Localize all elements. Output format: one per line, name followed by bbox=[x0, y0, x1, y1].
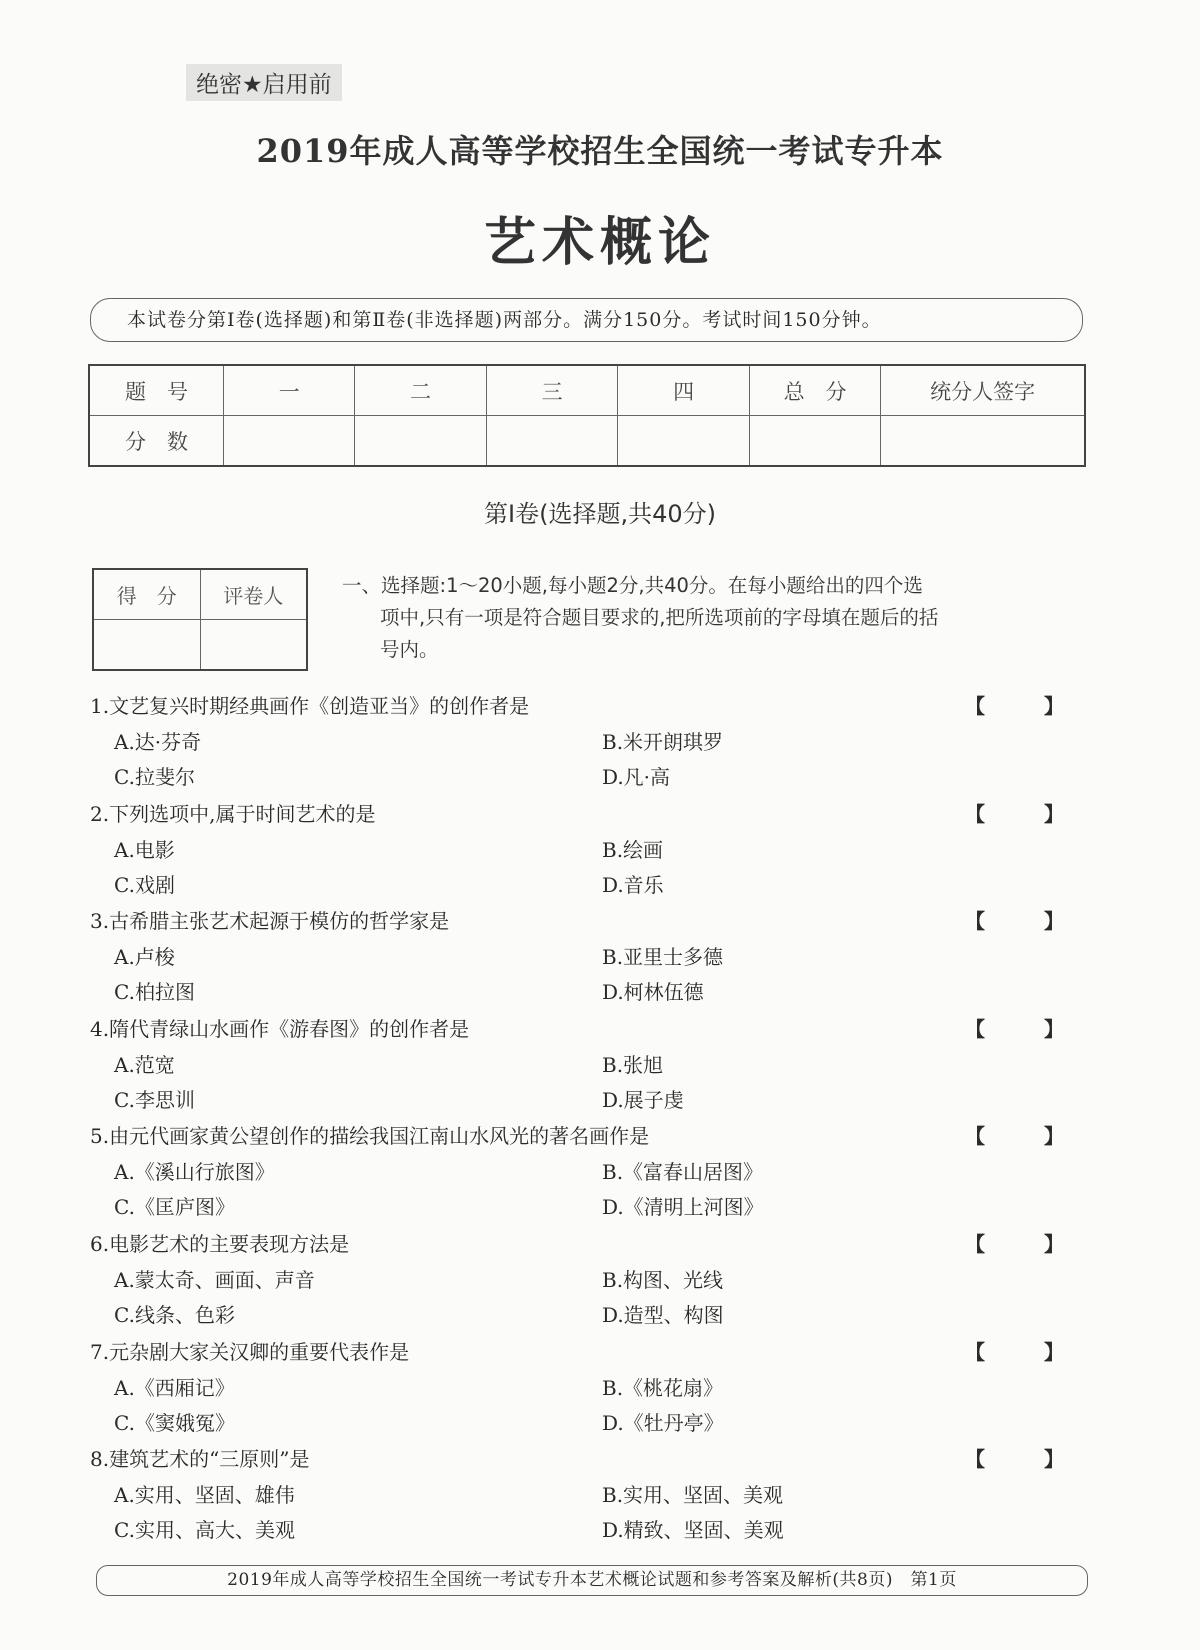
option-b: B.实用、坚固、美观 bbox=[602, 1483, 784, 1508]
option-c: C.李思训 bbox=[114, 1087, 195, 1112]
header-cell: 总 分 bbox=[749, 365, 880, 416]
option-a: A.《溪山行旅图》 bbox=[114, 1160, 275, 1185]
answer-bracket[interactable]: 【 】 bbox=[965, 1016, 1090, 1041]
question-6 bbox=[90, 1227, 1090, 1335]
option-c: C.《匡庐图》 bbox=[114, 1195, 235, 1220]
question-8 bbox=[90, 1442, 1090, 1550]
answer-bracket[interactable]: 【 】 bbox=[965, 909, 1090, 934]
option-d: D.音乐 bbox=[602, 872, 664, 897]
score-label: 得 分 bbox=[93, 569, 200, 620]
option-a: A.范宽 bbox=[114, 1052, 175, 1077]
option-c: C.戏剧 bbox=[114, 872, 175, 897]
option-a: A.卢梭 bbox=[114, 945, 175, 970]
question-5 bbox=[90, 1119, 1090, 1227]
header-cell: 题 号 bbox=[89, 365, 223, 416]
score-cell bbox=[223, 416, 354, 467]
page-footer: 2019年成人高等学校招生全国统一考试专升本艺术概论试题和参考答案及解析(共8页) 第1页 bbox=[96, 1565, 1088, 1596]
question-stem: 2.下列选项中,属于时间艺术的是 bbox=[90, 801, 376, 826]
option-d: D.展子虔 bbox=[602, 1087, 684, 1112]
option-c: C.柏拉图 bbox=[114, 980, 195, 1005]
grader-box bbox=[92, 568, 308, 671]
option-c: C.实用、高大、美观 bbox=[114, 1518, 295, 1543]
option-d: D.精致、坚固、美观 bbox=[602, 1518, 784, 1543]
header-cell: 一 bbox=[223, 365, 354, 416]
question-stem: 6.电影艺术的主要表现方法是 bbox=[90, 1232, 350, 1256]
grader-label: 评卷人 bbox=[200, 569, 307, 620]
question-2 bbox=[90, 797, 1090, 905]
question-stem: 3.古希腊主张艺术起源于模仿的哲学家是 bbox=[90, 909, 450, 934]
option-c: C.线条、色彩 bbox=[114, 1303, 235, 1327]
question-stem: 5.由元代画家黄公望创作的描绘我国江南山水风光的著名画作是 bbox=[90, 1124, 650, 1149]
question-stem: 1.文艺复兴时期经典画作《创造亚当》的创作者是 bbox=[90, 694, 530, 718]
question-7 bbox=[90, 1335, 1090, 1443]
score-cell bbox=[93, 620, 200, 671]
score-cell bbox=[486, 416, 617, 467]
option-d: D.《牡丹亭》 bbox=[602, 1410, 724, 1435]
option-a: A.蒙太奇、画面、声音 bbox=[114, 1268, 315, 1292]
option-b: B.张旭 bbox=[602, 1052, 664, 1077]
instructions bbox=[342, 570, 1087, 666]
score-cell bbox=[749, 416, 880, 467]
score-table-score-row bbox=[89, 416, 1085, 467]
question-3 bbox=[90, 904, 1090, 1012]
option-a: A.电影 bbox=[114, 837, 175, 862]
answer-bracket[interactable]: 【 】 bbox=[965, 1339, 1090, 1364]
option-a: A.实用、坚固、雄伟 bbox=[114, 1483, 295, 1508]
score-cell bbox=[881, 416, 1085, 467]
subject-title: 艺术概论 bbox=[483, 213, 716, 273]
option-c: C.拉斐尔 bbox=[114, 765, 195, 789]
confidential-label: 绝密★启用前 bbox=[186, 64, 342, 101]
option-d: D.《清明上河图》 bbox=[602, 1195, 764, 1220]
question-1 bbox=[90, 689, 1090, 797]
score-table-header-row bbox=[89, 365, 1085, 416]
instruction-line: 号内。 bbox=[380, 638, 439, 661]
header-cell: 统分人签字 bbox=[881, 365, 1085, 416]
answer-bracket[interactable]: 【 】 bbox=[965, 694, 1090, 718]
grader-cell bbox=[200, 620, 307, 671]
option-b: B.《富春山居图》 bbox=[602, 1160, 764, 1185]
question-stem: 7.元杂剧大家关汉卿的重要代表作是 bbox=[90, 1339, 410, 1364]
exam-title: 2019年成人高等学校招生全国统一考试专升本 bbox=[256, 132, 944, 170]
option-d: D.凡·高 bbox=[602, 765, 671, 789]
answer-bracket[interactable]: 【 】 bbox=[965, 1447, 1090, 1472]
option-d: D.造型、构图 bbox=[602, 1303, 724, 1327]
row-label: 分 数 bbox=[89, 416, 223, 467]
score-cell bbox=[618, 416, 749, 467]
option-a: A.达·芬奇 bbox=[114, 730, 202, 754]
option-b: B.《桃花扇》 bbox=[602, 1375, 724, 1400]
header-cell: 四 bbox=[618, 365, 749, 416]
instruction-line: 项中,只有一项是符合题目要求的,把所选项前的字母填在题后的括 bbox=[380, 606, 939, 629]
exam-info: 本试卷分第Ⅰ卷(选择题)和第Ⅱ卷(非选择题)两部分。满分150分。考试时间150分钟。 bbox=[90, 298, 1083, 342]
option-a: A.《西厢记》 bbox=[114, 1375, 235, 1400]
option-b: B.亚里士多德 bbox=[602, 945, 724, 970]
option-b: B.米开朗琪罗 bbox=[602, 730, 724, 754]
section-title: 第Ⅰ卷(选择题,共40分) bbox=[484, 500, 716, 528]
answer-bracket[interactable]: 【 】 bbox=[965, 1124, 1090, 1149]
question-stem: 8.建筑艺术的“三原则”是 bbox=[90, 1447, 310, 1472]
question-stem: 4.隋代青绿山水画作《游春图》的创作者是 bbox=[90, 1016, 470, 1041]
score-table bbox=[88, 364, 1086, 467]
question-4 bbox=[90, 1012, 1090, 1120]
option-d: D.柯林伍德 bbox=[602, 980, 704, 1005]
header-cell: 三 bbox=[486, 365, 617, 416]
score-cell bbox=[355, 416, 486, 467]
answer-bracket[interactable]: 【 】 bbox=[965, 801, 1090, 826]
header-cell: 二 bbox=[355, 365, 486, 416]
option-c: C.《窦娥冤》 bbox=[114, 1410, 235, 1435]
option-b: B.构图、光线 bbox=[602, 1268, 724, 1292]
option-b: B.绘画 bbox=[602, 837, 664, 862]
instruction-line: 一、选择题:1～20小题,每小题2分,共40分。在每小题给出的四个选 bbox=[342, 574, 923, 597]
answer-bracket[interactable]: 【 】 bbox=[965, 1232, 1090, 1256]
